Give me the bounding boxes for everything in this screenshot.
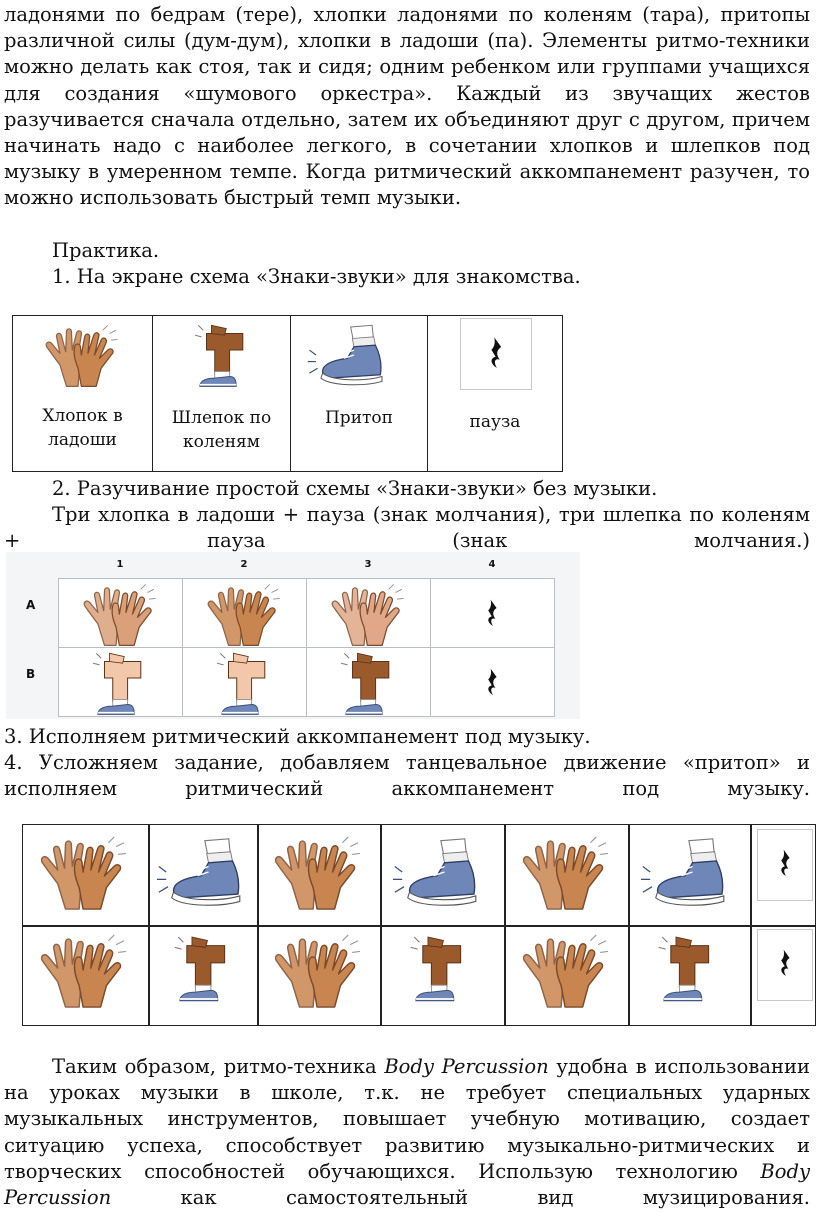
clap-icon xyxy=(517,931,617,1009)
signs-cell-slap xyxy=(153,316,291,471)
knee-slap-icon xyxy=(645,931,731,1005)
row-label-a: A xyxy=(26,598,36,612)
column-header-4: 4 xyxy=(488,559,496,570)
quarter-rest-icon xyxy=(481,660,505,706)
step-2: 2. Разучивание простой схемы «Знаки-звуки» без музыки. xyxy=(52,477,658,500)
practice-heading: Практика. xyxy=(52,239,160,262)
stomp-shoe-icon xyxy=(641,835,733,909)
clap-icon xyxy=(269,833,369,911)
knee-slap-icon xyxy=(397,931,483,1005)
scheme-cell xyxy=(430,578,555,648)
column-header-2: 2 xyxy=(240,559,248,570)
conclusion-text-2: удобна в использовании на уроках музыки в школе, т.к. не требует специальных ударных музыкальных инструментов, повышает учебную мотивацию, создает ситуацию успеха, способствует развитию музыкально-ритмических и творческих способностей обучающихся. Использую технологию xyxy=(4,1055,810,1183)
quarter-rest-icon xyxy=(483,327,511,381)
quarter-rest-icon xyxy=(774,940,798,988)
knee-slap-icon xyxy=(175,322,271,388)
scheme-cell xyxy=(306,578,431,648)
step-2-description: Три хлопка в ладоши + пауза (знак молчания), три шлепка по коленям + пауза (знак молчания.) xyxy=(4,503,810,553)
rest-sign-frame xyxy=(757,829,813,901)
scheme-cell xyxy=(430,647,555,717)
conclusion-term-2: Body Percussion xyxy=(4,1159,810,1210)
clap-icon xyxy=(195,581,295,647)
knee-slap-icon xyxy=(197,650,293,716)
knee-slap-icon xyxy=(161,931,247,1005)
rest-sign-frame xyxy=(460,318,532,390)
row-label-b: B xyxy=(26,667,36,681)
conclusion-text-1: Таким образом, ритмо-техника xyxy=(52,1055,385,1078)
signs-cell-stomp xyxy=(291,316,428,471)
stomp-shoe-icon xyxy=(301,322,397,388)
quarter-rest-icon xyxy=(774,840,798,888)
column-header-3: 3 xyxy=(364,559,372,570)
scheme-cell xyxy=(182,578,307,648)
dance-scheme-table xyxy=(22,824,816,1026)
column-header-1: 1 xyxy=(116,559,124,570)
clap-caption: Хлопок в ладоши xyxy=(42,406,123,450)
step-3: 3. Исполняем ритмический аккомпанемент под музыку. xyxy=(4,725,591,748)
signs-cell-rest xyxy=(428,316,562,471)
clap-icon xyxy=(319,581,419,647)
knee-slap-icon xyxy=(73,650,169,716)
signs-table xyxy=(12,315,563,472)
clap-icon xyxy=(35,322,131,388)
clap-icon xyxy=(269,931,369,1009)
knee-slap-icon xyxy=(321,650,417,716)
scheme-table xyxy=(6,552,580,719)
stomp-caption: Притоп xyxy=(324,408,393,428)
scheme-cell xyxy=(306,647,431,717)
conclusion-paragraph xyxy=(4,1054,810,1211)
clap-icon xyxy=(35,931,135,1009)
stomp-shoe-icon xyxy=(157,835,249,909)
scheme-cell xyxy=(58,578,183,648)
conclusion-term-1: Body Percussion xyxy=(384,1055,549,1078)
stomp-shoe-icon xyxy=(393,835,485,909)
scheme-cell xyxy=(182,647,307,717)
conclusion-text-3: как самостоятельный вид музицирования. xyxy=(111,1186,810,1210)
signs-cell-clap xyxy=(13,316,153,471)
step-4: 4. Усложняем задание, добавляем танцевальное движение «притоп» и исполняем ритмический аккомпанемент под музыку. xyxy=(4,751,810,801)
rest-caption: пауза xyxy=(469,412,521,432)
clap-icon xyxy=(517,833,617,911)
quarter-rest-icon xyxy=(481,591,505,637)
rest-sign-frame xyxy=(757,929,813,1001)
intro-paragraph: ладонями по бедрам (тере), хлопки ладонями по коленям (тара), притопы различной силы (дум-дум), хлопки в ладоши (па). Элементы ритмо-техники можно делать как стоя, так и сидя; одним ребенком или группами учащихся для создания «шумового оркестра». Каждый из звучащих жестов разучивается сначала отдельно, затем их объединяют друг с другом, причем начинать надо с наиболее легкого, в сочетании хлопков и шлепков под музыку в умеренном темпе. Когда ритмический аккомпанемент разучен, то можно использовать быстрый темп музыки. xyxy=(4,3,810,210)
clap-icon xyxy=(71,581,171,647)
scheme-cell xyxy=(58,647,183,717)
slap-caption: Шлепок по коленям xyxy=(171,408,272,452)
step-1: 1. На экране схема «Знаки-звуки» для знакомства. xyxy=(52,265,581,288)
clap-icon xyxy=(35,833,135,911)
